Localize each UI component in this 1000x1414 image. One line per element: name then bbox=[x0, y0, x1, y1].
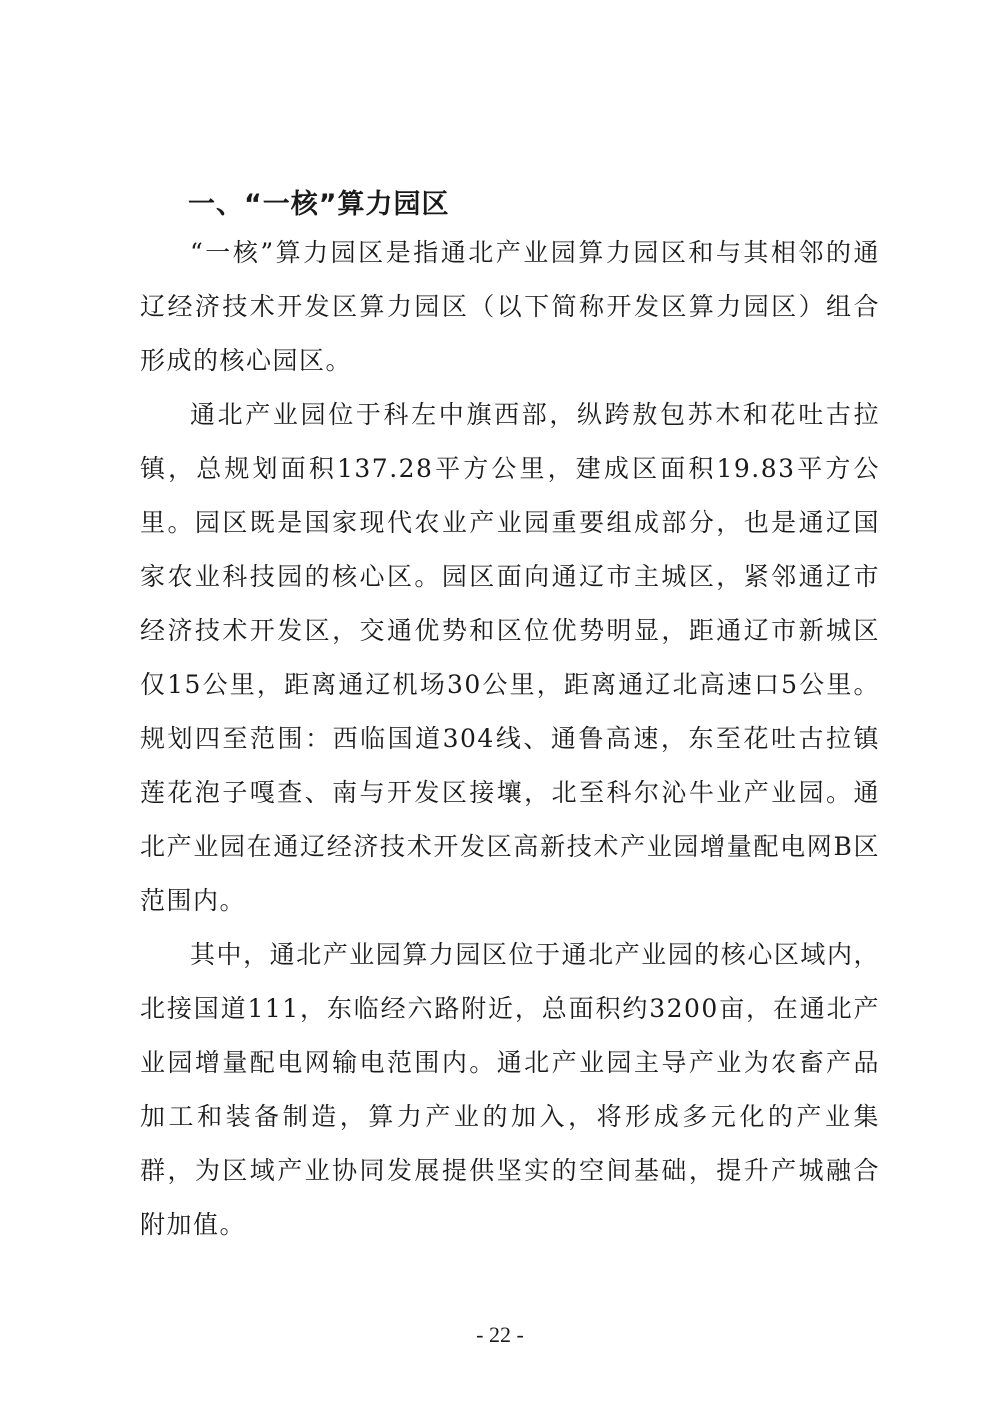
paragraph-definition: “一核”算力园区是指通北产业园算力园区和与其相邻的通辽经济技术开发区算力园区（以下简称开发区算力园区）组合形成的核心园区。 bbox=[140, 238, 880, 375]
body-text bbox=[140, 226, 880, 1252]
paragraph-location: 通北产业园位于科左中旗西部，纵跨敖包苏木和花吐古拉镇，总规划面积137.28平方公里，建成区面积19.83平方公里。园区既是国家现代农业产业园重要组成部分，也是通辽国家农业科技园的核心区。园区面向通辽市主城区，紧邻通辽市经济技术开发区，交通优势和区位优势明显，距通辽市新城区仅15公里，距离通辽机场30公里，距离通辽北高速口5公里。规划四至范围：西临国道304线、通鲁高速，东至花吐古拉镇莲花泡子嘎查、南与开发区接壤，北至科尔沁牛业产业园。通北产业园在通辽经济技术开发区高新技术产业园增量配电网B区范围内。 bbox=[140, 400, 880, 915]
paragraph-compute-park: 其中，通北产业园算力园区位于通北产业园的核心区域内，北接国道111，东临经六路附近，总面积约3200亩，在通北产业园增量配电网输电范围内。通北产业园主导产业为农畜产品加工和装备制造，算力产业的加入，将形成多元化的产业集群，为区域产业协同发展提供坚实的空间基础，提升产城融合附加值。 bbox=[140, 940, 880, 1239]
section-heading: 一、“一核”算力园区 bbox=[188, 189, 450, 220]
page-number: - 22 - bbox=[476, 1322, 524, 1347]
